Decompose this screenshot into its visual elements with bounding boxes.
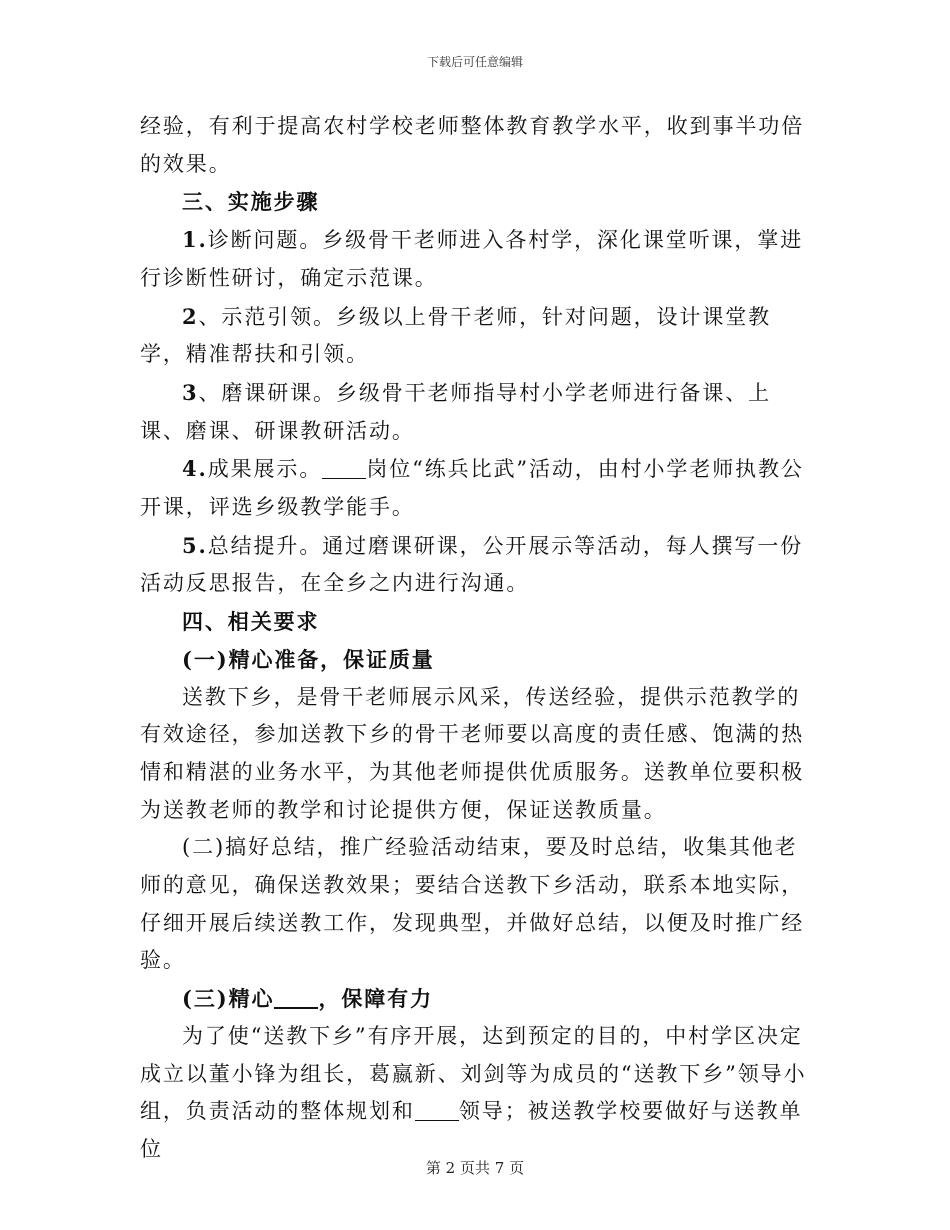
page-footer: 第 2 页共 7 页 (425, 1159, 525, 1177)
step-number: 1. (182, 227, 208, 253)
step-number: 3 (182, 379, 199, 405)
step-number: 5. (182, 532, 208, 558)
paragraph-preparation: 送教下乡，是骨干老师展示风采，传送经验，提供示范教学的有效途径，参加送教下乡的骨干老师要以高度的责任感、饱满的热情和精湛的业务水平，为其他老师提供优质服务。送教单位要积极为送教老师的教学和讨论提供方便，保证送教质量。 (140, 684, 805, 822)
document-body (140, 108, 812, 1169)
subheading-preparation: (一)精心准备，保证质量 (182, 646, 435, 672)
step-text: 岗位“练兵比武”活动，由村小学老师执教公开课，评选乡级教学能手。 (140, 457, 804, 520)
paragraph-continued: 经验，有利于提高农村学校老师整体教育教学水平，收到事半功倍的效果。 (140, 114, 805, 176)
subheading-text: (三)精心 (182, 986, 275, 1012)
step-number: 4. (182, 456, 208, 482)
step-number: 2 (182, 303, 199, 329)
section-heading-implementation: 三、实施步骤 (182, 189, 320, 215)
step-5 (140, 527, 812, 603)
step-text: 诊断问题。乡级骨干老师进入各村学，深化课堂听课，掌进行诊断性研讨，确定示范课。 (140, 228, 804, 290)
step-text: 成果展示。 (207, 457, 323, 482)
fill-in-blank (415, 1099, 459, 1121)
section-heading-requirements: 四、相关要求 (182, 609, 320, 635)
step-3 (140, 374, 812, 450)
paragraph-text: 为了使“送教下乡”有序开展，达到预定的目的，中村学区决定成立以董小锋为组长，葛嬴新、刘剑等为成员的“送教下乡”领导小组，负责活动的整体规划和 (140, 1023, 807, 1124)
paragraph-text: 领导；被送教学校要做好与送教单位 (140, 1099, 803, 1161)
fill-in-blank (322, 457, 366, 479)
subheading-text: ，保障有力 (318, 986, 433, 1012)
subheading-guarantee (140, 980, 812, 1018)
step-text: 、示范引领。乡级以上骨干老师，针对问题，设计课堂教学，精准帮扶和引领。 (140, 304, 772, 367)
fill-in-blank (274, 986, 318, 1009)
step-2 (140, 298, 812, 374)
page-header: 下载后可任意编辑 (426, 55, 523, 69)
paragraph-summary: (二)搞好总结，推广经验活动结束，要及时总结，收集其他老师的意见，确保送教效果；要结合送教下乡活动，联系本地实际，仔细开展后续送教工作，发现典型，并做好总结，以便及时推广经验。 (140, 835, 805, 973)
paragraph-guarantee (140, 1018, 812, 1169)
step-1 (140, 221, 812, 297)
step-text: 、磨课研课。乡级骨干老师指导村小学老师进行备课、上课、磨课、研课教研活动。 (140, 380, 772, 443)
step-text: 总结提升。通过磨课研课，公开展示等活动，每人撰写一份活动反思报告，在全乡之内进行沟通。 (140, 533, 804, 596)
step-4 (140, 450, 812, 526)
